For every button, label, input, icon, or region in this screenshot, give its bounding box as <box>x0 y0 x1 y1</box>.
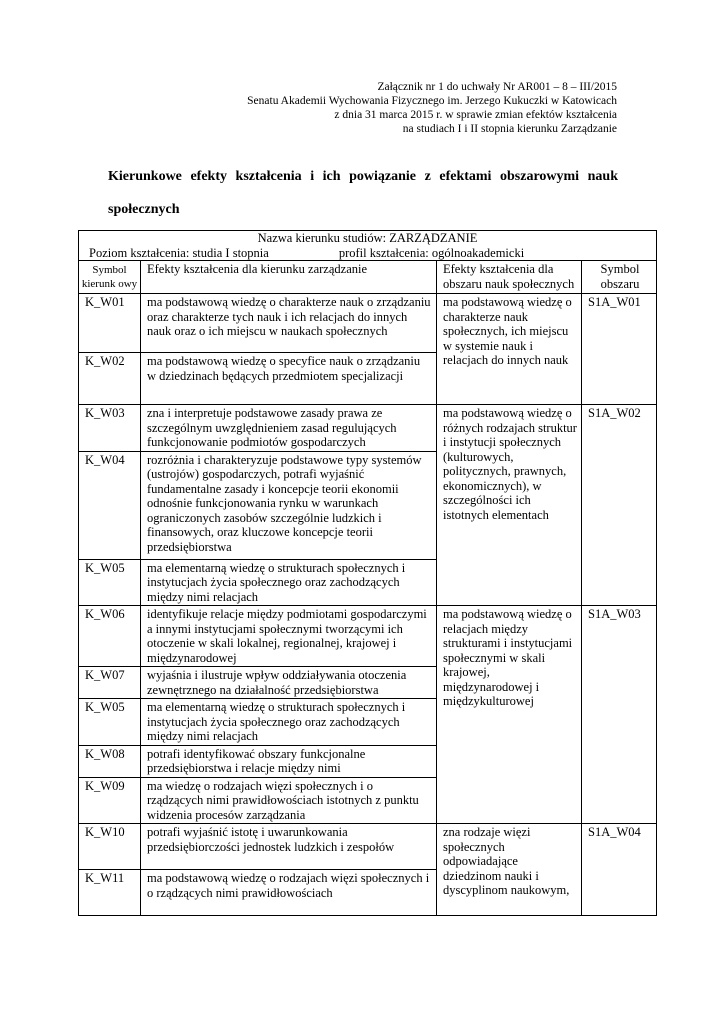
effect-text: potrafi identyfikować obszary funkcjonalne przedsiębiorstwa i relacje między nimi <box>141 745 437 777</box>
area-effect-text: ma podstawową wiedzę o charakterze nauk społecznych, ich miejscu w systemie nauk i relacjach do innych nauk <box>437 294 582 405</box>
table-row <box>79 824 657 870</box>
effect-text: potrafi wyjaśnić istotę i uwarunkowania przedsiębiorczości jednostek ludzkich i zespołów <box>141 824 437 870</box>
effect-text: ma podstawową wiedzę o specyfice nauk o zrządzaniu w dziedzinach będących przedmiotem specjalizacji <box>141 353 437 405</box>
table-row <box>79 405 657 452</box>
effects-table <box>78 230 657 916</box>
table-row <box>79 294 657 353</box>
document-header <box>137 80 617 136</box>
effect-code: K_W01 <box>79 294 141 353</box>
area-effect-text: ma podstawową wiedzę o różnych rodzajach struktur i instytucji społecznych (kulturowych, politycznych, prawnych, ekonomicznych), w szczególności ich istotnych elementach <box>437 405 582 606</box>
header-line-resolution: Załącznik nr 1 do uchwały Nr AR001 – 8 – III/2015 <box>377 81 617 93</box>
header-line-date: z dnia 31 marca 2015 r. w sprawie zmian efektów kształcenia <box>334 109 617 121</box>
program-header-cell <box>79 231 657 261</box>
effect-code: K_W04 <box>79 451 141 559</box>
effect-text: ma wiedzę o rodzajach więzi społecznych i o rządzących nimi prawidłowościach istotnych z punktu widzenia procesów zarządzania <box>141 777 437 824</box>
area-symbol: S1A_W04 <box>582 824 657 916</box>
area-symbol: S1A_W02 <box>582 405 657 606</box>
effect-text: rozróżnia i charakteryzuje podstawowe typy systemów (ustrojów) gospodarczych, potrafi wyjaśnić fundamentalne zasady i koncepcje teorii ekonomii odnośnie funkcjonowania rynku w warunkach ograniczonych zasobów szczególnie ludzkich i finansowych, oraz kluczowe koncepcje teorii przedsiębiorstwa <box>141 451 437 559</box>
program-name: Nazwa kierunku studiów: ZARZĄDZANIE <box>257 231 478 245</box>
header-line-studies: na studiach I i II stopnia kierunku Zarządzanie <box>402 123 617 135</box>
effect-code: K_W08 <box>79 745 141 777</box>
area-effect-text: zna rodzaje więzi społecznych odpowiadające dziedzinom nauki i dyscyplinom naukowym, <box>437 824 582 916</box>
effect-code: K_W09 <box>79 777 141 824</box>
area-effect-text: ma podstawową wiedzę o relacjach między strukturami i instytucjami społecznymi w skali krajowej, międzynarodowej i międzykulturowej <box>437 606 582 824</box>
effect-text: ma podstawową wiedzę o rodzajach więzi społecznych i o rządzących nimi prawidłowościach <box>141 870 437 916</box>
effect-text: identyfikuje relacje między podmiotami gospodarczymi a innymi instytucjami społecznymi tworzącymi ich otoczenie w skali lokalnej, regionalnej, krajowej i międzynarodowej <box>141 606 437 667</box>
study-level: Poziom kształcenia: studia I stopnia <box>89 245 269 260</box>
effect-code: K_W05 <box>79 699 141 746</box>
document-title: Kierunkowe efekty kształcenia i ich powiązanie z efektami obszarowymi nauk społecznych <box>108 169 618 217</box>
effect-text: wyjaśnia i ilustruje wpływ oddziaływania otoczenia zewnętrznego na działalność przedsiębiorstwa <box>141 667 437 699</box>
column-header-symbol: Symbol kierunk owy <box>79 261 141 294</box>
effect-code: K_W03 <box>79 405 141 452</box>
effect-text: ma elementarną wiedzę o strukturach społecznych i instytucjach życia społecznego oraz zachodzących między nimi relacjach <box>141 699 437 746</box>
area-symbol: S1A_W03 <box>582 606 657 824</box>
effect-code: K_W07 <box>79 667 141 699</box>
header-line-senate: Senatu Akademii Wychowania Fizycznego im. Jerzego Kukuczki w Katowicach <box>247 95 617 107</box>
effect-text: ma podstawową wiedzę o charakterze nauk o zrządzaniu oraz charakterze tych nauk i ich relacjach do innych nauk oraz o ich miejscu w naukach społecznych <box>141 294 437 353</box>
area-symbol: S1A_W01 <box>582 294 657 405</box>
table-header-row <box>79 231 657 261</box>
table-row <box>79 606 657 667</box>
effect-code: K_W10 <box>79 824 141 870</box>
column-header-area-effects: Efekty kształcenia dla obszaru nauk społecznych <box>437 261 582 294</box>
effect-code: K_W11 <box>79 870 141 916</box>
effect-text: zna i interpretuje podstawowe zasady prawa ze szczególnym uwzględnieniem zasad regulujących funkcjonowanie podmiotów gospodarczych <box>141 405 437 452</box>
column-header-effects: Efekty kształcenia dla kierunku zarządzanie <box>141 261 437 294</box>
effect-text: ma elementarną wiedzę o strukturach społecznych i instytucjach życia społecznego oraz zachodzących między nimi relacjach <box>141 559 437 606</box>
column-header-row <box>79 261 657 294</box>
effect-code: K_W05 <box>79 559 141 606</box>
effect-code: K_W02 <box>79 353 141 405</box>
column-header-area-symbol: Symbol obszaru <box>582 261 657 294</box>
effect-code: K_W06 <box>79 606 141 667</box>
study-profile: profil kształcenia: ogólnoakademicki <box>338 245 525 260</box>
